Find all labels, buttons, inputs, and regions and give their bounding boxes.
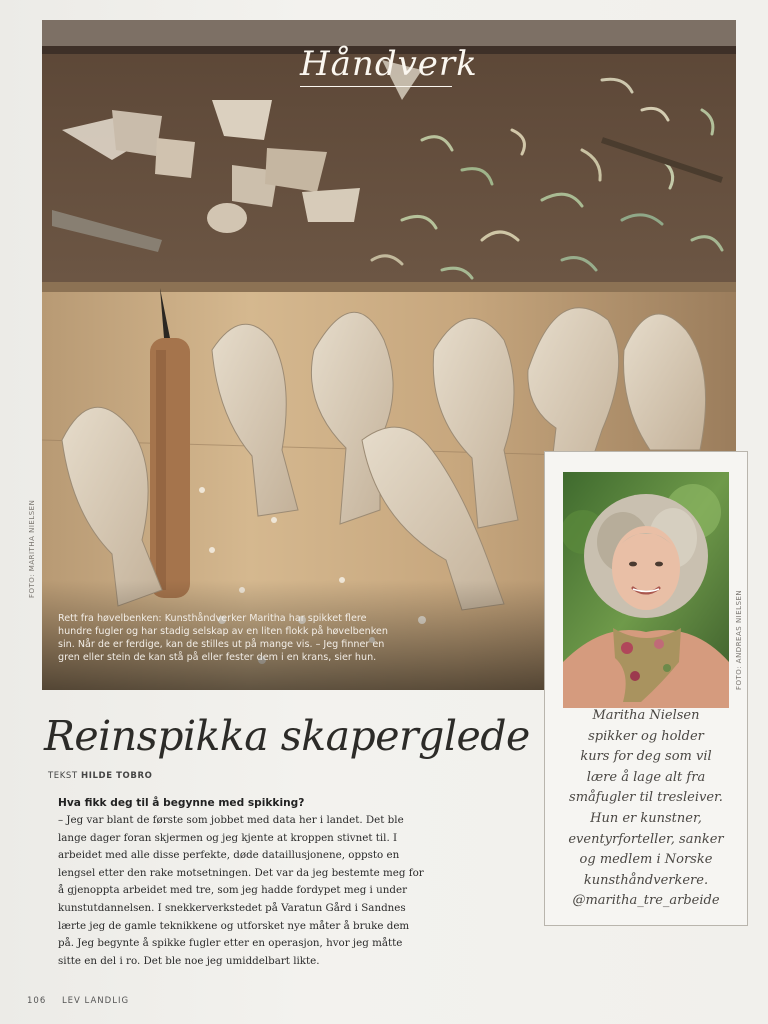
bio-line: kurs for deg som vil — [580, 749, 712, 765]
bio-line: eventyrforteller, sanker — [568, 831, 724, 847]
photo-caption — [58, 612, 418, 664]
byline-label: TEKST — [48, 771, 78, 781]
page-footer — [27, 996, 129, 1006]
photo-credit: FOTO: MARITHA NIELSEN — [28, 499, 36, 598]
body-line: lange dager foran skjermen og jeg kjente at kroppen stivnet til. I — [58, 831, 398, 844]
body-line: lærte jeg de gamle teknikkene og utforsket nye måter å bruke dem — [58, 919, 410, 932]
caption-line: sin. Når de er ferdige, kan de stilles ut på mange vis. – Jeg finner en — [58, 639, 385, 650]
article-body — [58, 812, 518, 970]
caption-line: hundre fugler og har stadig selskap av en liten flokk på høvelbenken — [58, 626, 388, 637]
bio-line: Hun er kunstner, — [590, 810, 702, 826]
portrait-photo — [563, 472, 729, 708]
bio-line: småfugler til tresleiver. — [569, 790, 723, 806]
body-line: lengsel etter den rake motsetningen. Det var da jeg bestemte meg for — [58, 866, 424, 879]
body-line: kunstutdannelsen. I snekkerverkstedet på Varatun Gård i Sandnes — [58, 901, 406, 914]
bio-line: lære å lage alt fra — [586, 769, 706, 785]
body-line: på. Jeg begynte å spikke fugler etter en operasjon, hvor jeg måtte — [58, 937, 403, 950]
portrait-image — [563, 472, 729, 708]
bio-line: spikker og holder — [588, 728, 704, 744]
instagram-handle: @maritha_tre_arbeide — [572, 893, 720, 909]
category-label: Håndverk — [300, 44, 452, 87]
body-line: – Jeg var blant de første som jobbet med data her i landet. Det ble — [58, 814, 404, 826]
article-headline: Reinspikka skaperglede — [44, 712, 530, 760]
interview-question: Hva fikk deg til å begynne med spikking? — [58, 797, 305, 809]
profile-sidebar — [544, 451, 748, 926]
byline-author: HILDE TOBRO — [81, 771, 153, 781]
body-line: arbeidet med alle disse perfekte, døde dataillusjonene, oppsto en — [58, 849, 400, 862]
bio-line: og medlem i Norske — [579, 852, 713, 868]
portrait-credit: FOTO: ANDREAS NIELSEN — [735, 589, 743, 690]
caption-line: Rett fra høvelbenken: Kunsthåndverker Maritha har spikket flere — [58, 613, 367, 624]
bio-text — [549, 706, 743, 912]
byline — [48, 771, 152, 781]
body-line: sitte en del i ro. Det ble noe jeg umiddelbart likte. — [58, 954, 320, 967]
bio-line: Maritha Nielsen — [592, 708, 700, 723]
page-number: 106 — [27, 996, 47, 1006]
caption-line: gren eller stein de kan stå på eller fester dem i en krans, sier hun. — [58, 652, 377, 663]
bio-line: kunsthåndverkere. — [583, 872, 709, 888]
magazine-name: LEV LANDLIG — [61, 996, 130, 1006]
body-line: å gjenoppta arbeidet med tre, som jeg hadde fordypet meg i under — [58, 884, 407, 897]
